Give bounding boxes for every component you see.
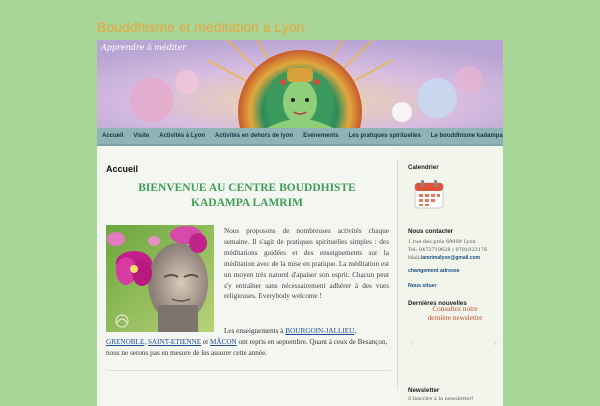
page-title: Accueil	[106, 164, 139, 174]
newsletter-title: Newsletter	[408, 387, 440, 394]
contact-phone: Tel: 0472719628 / 0781823176	[408, 247, 488, 253]
teachings-prefix: Les enseignements à	[224, 327, 286, 335]
link-bourgoin-jallieu[interactable]: BOURGOIN-JALLIEU	[285, 327, 355, 335]
welcome-heading-line1: BIENVENUE AU CENTRE BOUDDHISTE	[138, 182, 356, 194]
find-us-link[interactable]: Nous situer	[408, 283, 437, 289]
content-divider	[106, 370, 391, 371]
nav-item-pratiques[interactable]: Les pratiques spirituelles	[348, 133, 421, 139]
teachings-suffix: ont repris en septembre. Quant à ceux de Besançon, nous ne serons pas en mesure de les assurer cette année.	[106, 337, 388, 357]
nav-item-activites-dehors[interactable]: Activités en dehors de lyon	[215, 133, 294, 139]
newsletter-promo[interactable]	[407, 305, 503, 322]
site-title[interactable]: Bouddhisme et méditation à Lyon	[97, 19, 305, 35]
link-grenoble[interactable]: GRENOBLE	[106, 337, 145, 346]
column-divider	[397, 160, 398, 390]
slider-next-icon[interactable]: ›	[493, 338, 497, 349]
contact-details	[408, 238, 487, 262]
sidebar	[407, 146, 503, 406]
contact-mail-label: Mail:	[408, 255, 421, 261]
nav-item-evenements[interactable]: Evénements	[303, 133, 339, 139]
newsletter-promo-line2: dernière newsletter	[427, 313, 483, 322]
header-banner-image	[97, 40, 503, 128]
main-navigation	[97, 128, 503, 146]
teachings-paragraph	[106, 326, 391, 359]
teachings-separator-3: et	[201, 337, 210, 346]
news-title: Dernières nouvelles	[408, 300, 467, 307]
nav-item-accueil[interactable]: Accueil	[102, 133, 124, 139]
main-column	[97, 146, 397, 406]
nav-item-activites-lyon[interactable]: Activités à Lyon	[159, 133, 206, 139]
newsletter-subscribe-text[interactable]: S'inscrire à la newsletter!	[408, 396, 474, 402]
contact-address: 1 rue des prés 69009 Lyon	[408, 239, 476, 245]
calendar-icon[interactable]	[413, 178, 445, 210]
calendar-title: Calendrier	[408, 164, 439, 171]
change-address-link[interactable]: changement adresse	[408, 268, 460, 274]
slider-prev-icon[interactable]: ‹	[410, 338, 414, 349]
nav-item-visite[interactable]: Visite	[133, 133, 150, 139]
link-macon[interactable]: MÂCON	[209, 337, 237, 346]
link-saint-etienne[interactable]: SAINT-ETIENNE	[147, 337, 202, 346]
teachings-separator-1: ,	[354, 327, 357, 335]
teachings-separator-2: ,	[144, 337, 148, 346]
site-tagline: Apprendre à méditer	[101, 43, 187, 52]
content-area	[97, 146, 503, 406]
nav-item-kadampa[interactable]: Le bouddhisme kadampa	[430, 133, 503, 139]
newsletter-promo-line1: Consultez notre	[432, 305, 478, 313]
contact-email-link[interactable]: lamrimalyon@gmail.com	[420, 255, 481, 261]
intro-paragraph: Nous proposons de nombreuses activités chaque semaine. Il s'agit de pratiques spirituelles simples : des méditations guidées et des enseignements sur la méditation avec de la mise en pratique. La méditation est un moyen très naturel d'apaiser son esprit. Chacun peut s'y entraîner sans nécessairement adhérer à des vues religieuses. Everybody welcome !	[224, 227, 389, 301]
welcome-heading-line2: KADAMPA LAMRIM	[191, 197, 303, 209]
contact-title: Nous contacter	[408, 228, 454, 235]
buddha-orchid-image	[106, 225, 214, 332]
